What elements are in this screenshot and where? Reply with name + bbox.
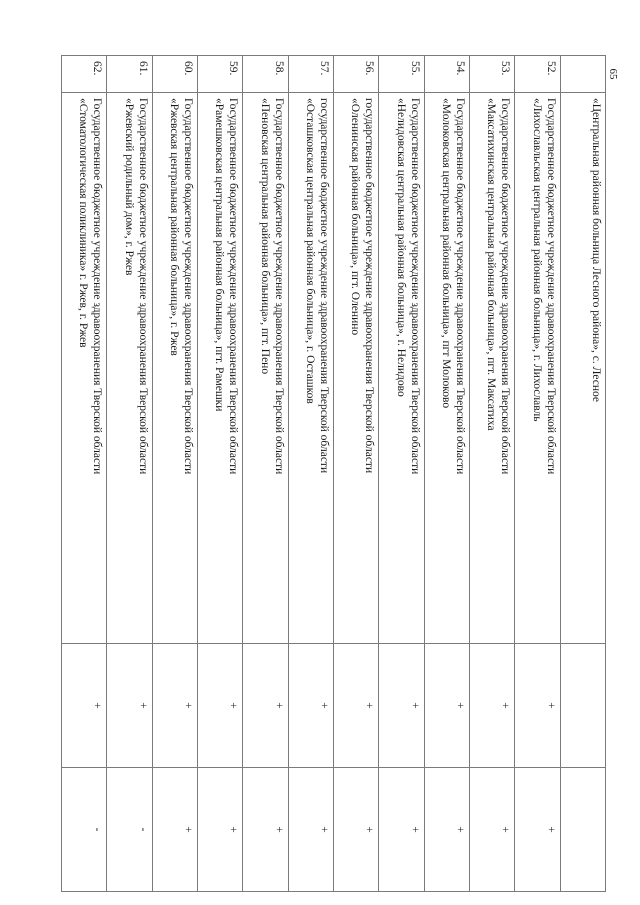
mark-column-2: + [470, 768, 515, 892]
institution-name [470, 93, 515, 644]
table-row [107, 56, 152, 892]
institution-name [334, 93, 379, 644]
mark-column-1: + [198, 644, 243, 768]
institution-name-line: «Центральная районная больница Лесного района», с. Лесное [590, 98, 602, 402]
mark-column-2: + [334, 768, 379, 892]
mark-column-1: + [152, 644, 197, 768]
rotated-page [61, 55, 606, 865]
mark-column-1: + [470, 644, 515, 768]
institution-name-line: Государственное бюджетное учреждение здравоохранения Тверской области [544, 98, 557, 475]
mark-column-1: + [424, 644, 469, 768]
institution-name [515, 93, 560, 644]
institution-name-line: «Ржевский родильный дом», г. Ржев [122, 98, 135, 276]
institution-name [107, 93, 152, 644]
row-number: 54. [424, 56, 469, 93]
institution-name-line: Государственное бюджетное учреждение здравоохранения Тверской области [91, 98, 104, 475]
table-row [424, 56, 469, 892]
table-row [379, 56, 424, 892]
institution-name-line: государственное бюджетное учреждение здравоохранения Тверской области [318, 98, 331, 474]
institution-name-line [575, 98, 589, 638]
institution-name-line: «Рамешковская центральная районная больница», пгт. Рамешки [213, 98, 226, 412]
table-row [560, 56, 605, 892]
mark-column-1: + [515, 644, 560, 768]
mark-column-2: + [379, 768, 424, 892]
institution-name [424, 93, 469, 644]
page-number: 65 [607, 68, 619, 80]
table-row [152, 56, 197, 892]
institution-name-line: Государственное бюджетное учреждение здравоохранения Тверской области [454, 98, 467, 475]
row-number: 57. [288, 56, 333, 93]
row-number: 55. [379, 56, 424, 93]
institution-name-line: Государственное бюджетное учреждение здравоохранения Тверской области [136, 98, 149, 475]
mark-column-1: + [107, 644, 152, 768]
row-number: 53. [470, 56, 515, 93]
row-number: 60. [152, 56, 197, 93]
table-row [515, 56, 560, 892]
table-row [334, 56, 379, 892]
institution-name-line: Государственное бюджетное учреждение здравоохранения Тверской области [408, 98, 421, 475]
institution-name-line: «Оленинская районная больница», пгт. Оленино [349, 98, 362, 336]
institution-name [152, 93, 197, 644]
row-number: 61. [107, 56, 152, 93]
institution-name-line: Государственное бюджетное учреждение здравоохранения Тверской области [182, 98, 195, 475]
mark-column-2: + [243, 768, 288, 892]
row-number: 52. [515, 56, 560, 93]
mark-column-2: + [198, 768, 243, 892]
institution-name-line: «Пеновская центральная районная больница», пгт. Пено [258, 98, 271, 375]
institution-name [379, 93, 424, 644]
mark-column-1: + [334, 644, 379, 768]
mark-column-2: + [152, 768, 197, 892]
table-row [198, 56, 243, 892]
institution-name-line: «Максатихинская центральная районная больница», пгт. Максатиха [485, 98, 498, 431]
institution-name [243, 93, 288, 644]
row-number [560, 56, 605, 93]
table-row [470, 56, 515, 892]
mark-column-2: - [107, 768, 152, 892]
row-number: 62. [62, 56, 107, 93]
mark-column-1: + [288, 644, 333, 768]
mark-column-2: + [288, 768, 333, 892]
institution-name [62, 93, 107, 644]
institution-name [198, 93, 243, 644]
table-row [243, 56, 288, 892]
table-body [62, 56, 606, 892]
institution-name-line: «Ржевская центральная районная больница», г. Ржев [168, 98, 181, 356]
row-number: 59. [198, 56, 243, 93]
institution-name-line: Государственное бюджетное учреждение здравоохранения Тверской области [227, 98, 240, 475]
mark-column-1 [560, 644, 605, 768]
institution-name-line: «Нелидовская центральная районная больница», г. Нелидово [394, 98, 407, 397]
row-number: 58. [243, 56, 288, 93]
institution-name-line: «Молоковская центральная районная больница», пгт Молоково [440, 98, 453, 409]
institution-name [560, 93, 605, 644]
mark-column-2 [560, 768, 605, 892]
mark-column-2: - [62, 768, 107, 892]
institution-name-line: Государственное бюджетное учреждение здравоохранения Тверской области [499, 98, 512, 475]
mark-column-1: + [243, 644, 288, 768]
row-number: 56. [334, 56, 379, 93]
table-row [288, 56, 333, 892]
institution-name-line: «Осташковская центральная районная больница», г. Осташков [304, 98, 317, 404]
institution-name [288, 93, 333, 644]
mark-column-1: + [62, 644, 107, 768]
mark-column-2: + [424, 768, 469, 892]
institution-name-line: «Лихославльская центральная районная больница», г. Лихославль [530, 98, 543, 422]
institution-name-line: Государственное бюджетное учреждение здравоохранения Тверской области [272, 98, 285, 475]
registry-table [61, 55, 606, 892]
institution-name-line: «Стоматологическая поликлиника» г. Ржев, г. Ржев [77, 98, 90, 348]
institution-name-line: государственное бюджетное учреждение здравоохранения Тверской области [363, 98, 376, 474]
mark-column-2: + [515, 768, 560, 892]
mark-column-1: + [379, 644, 424, 768]
table-row [62, 56, 107, 892]
